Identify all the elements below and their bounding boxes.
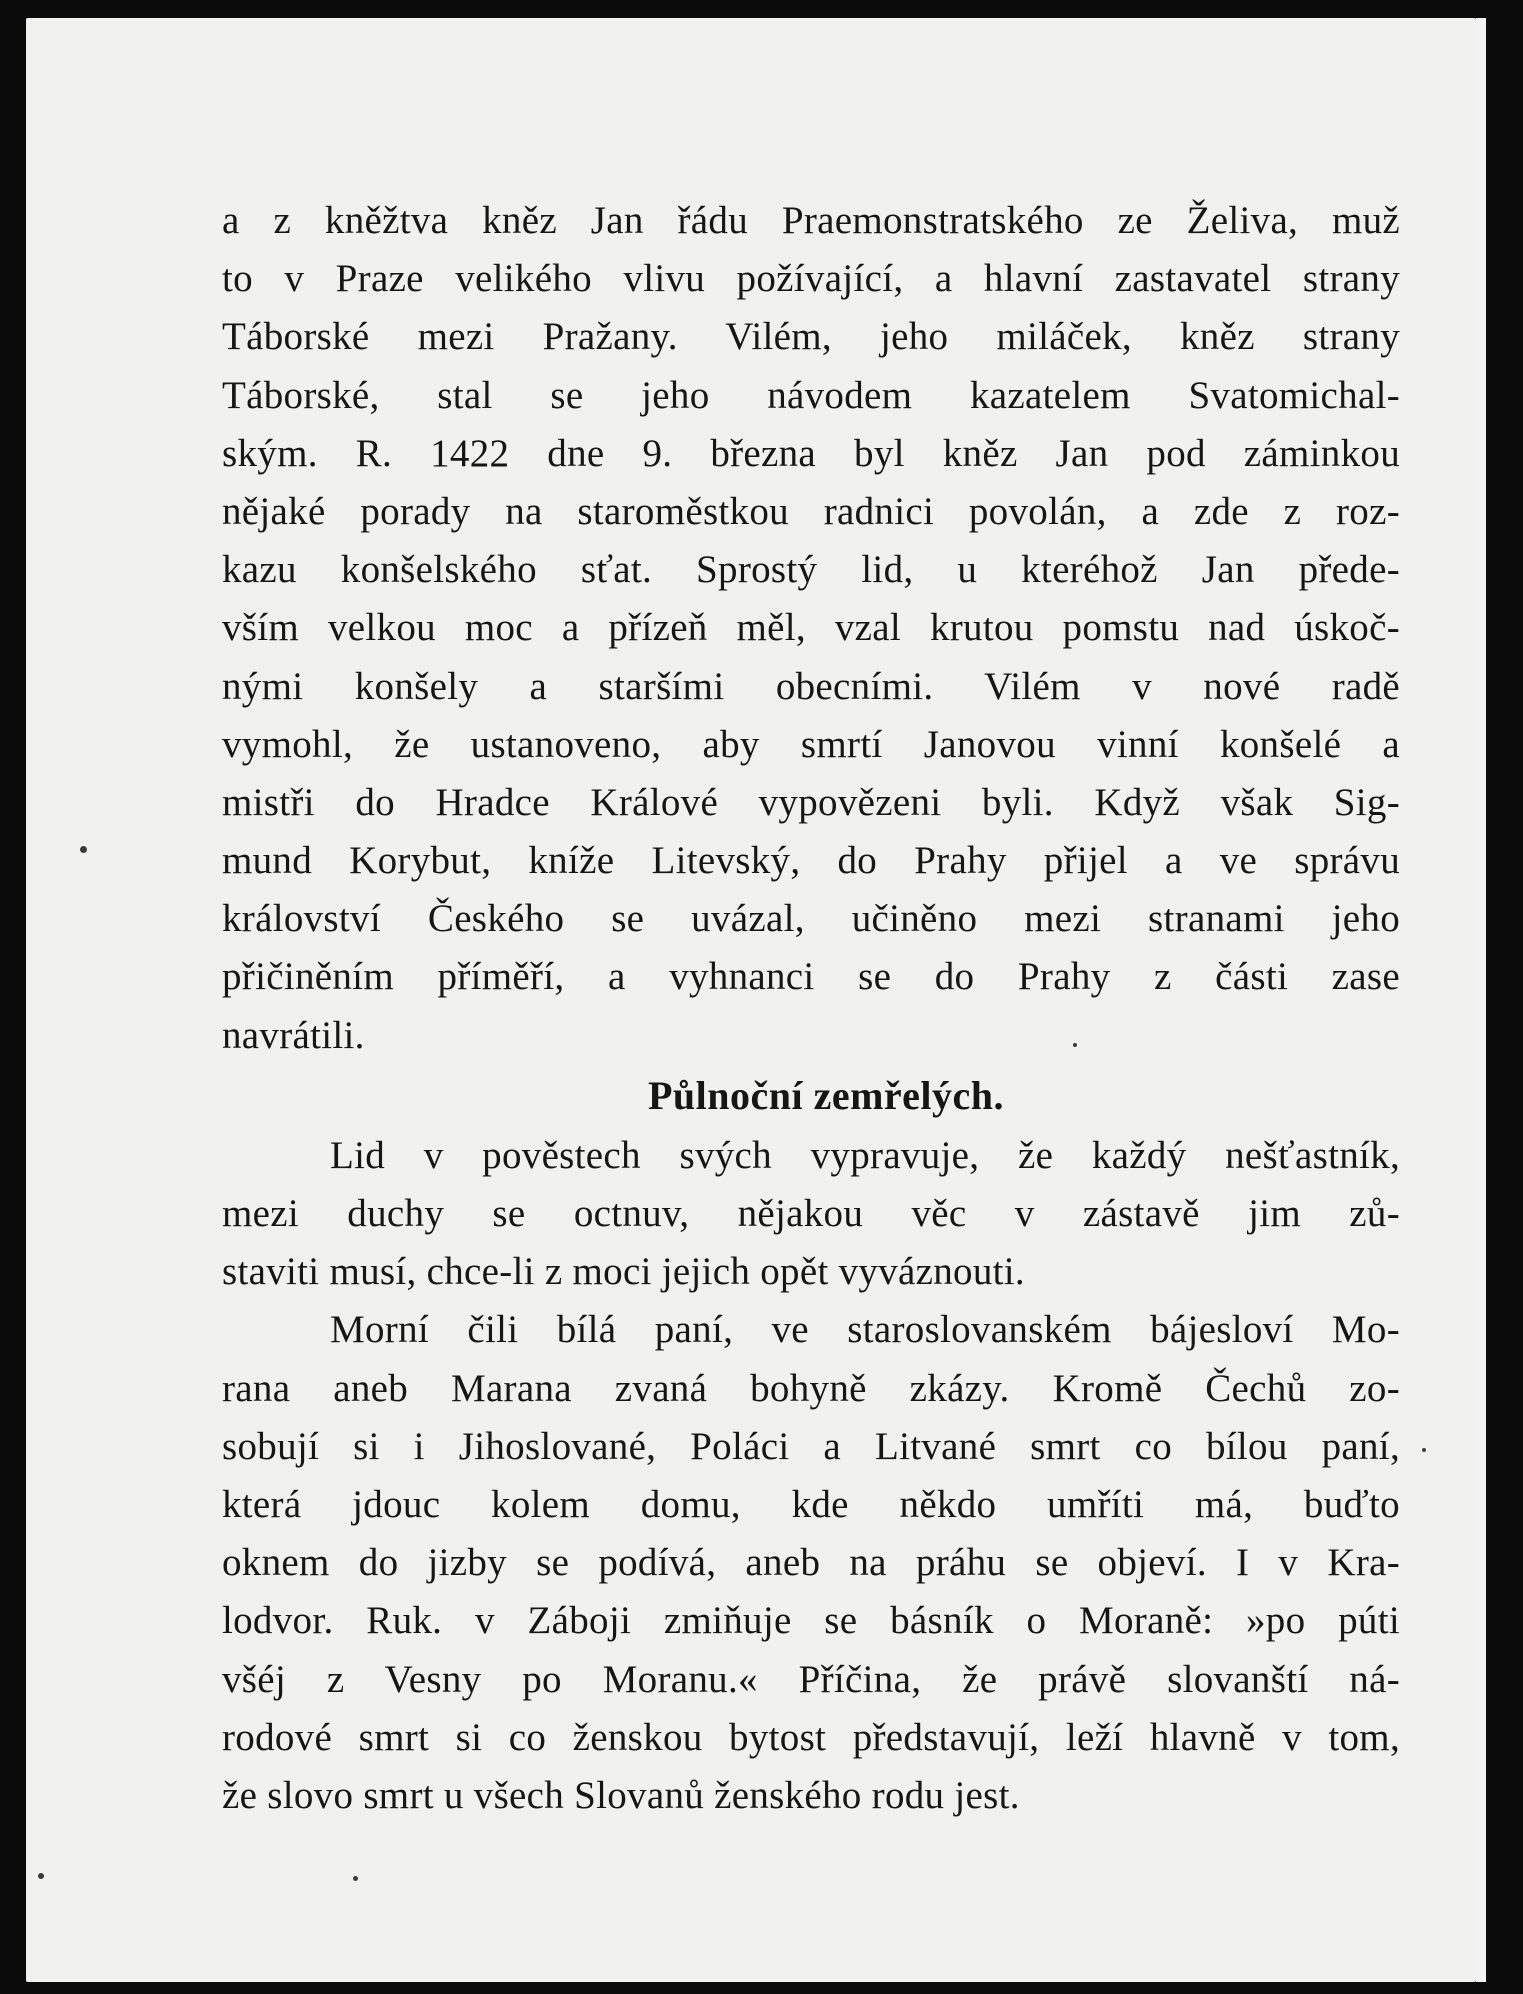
text-line: všéj z Vesny po Moranu.« Příčina, že právě slovanští ná- — [222, 1657, 1400, 1701]
text-line: rodové smrt si co ženskou bytost představují, leží hlavně v tom, — [222, 1715, 1400, 1759]
text-line: mezi duchy se octnuv, nějakou věc v zástavě jim zů- — [222, 1192, 1400, 1235]
text-line: mistři do Hradce Králové vypovězeni byli. Když však Sig- — [222, 780, 1400, 824]
section-heading: Půlnoční zemřelých. — [647, 1072, 1005, 1118]
text-line: Lid v pověstech svých vypravuje, že každý nešťastník, — [330, 1133, 1400, 1177]
scan-speck — [1422, 1448, 1426, 1452]
text-line: navrátili. — [222, 1013, 365, 1057]
page-text — [222, 192, 1400, 1825]
scan-speck — [38, 1873, 44, 1879]
text-line: to v Praze velikého vlivu požívající, a hlavní zastavatel strany — [222, 257, 1400, 301]
text-line: mund Korybut, kníže Litevský, do Prahy přijel a ve správu — [222, 839, 1400, 883]
text-line: která jdouc kolem domu, kde někdo umříti má, buďto — [222, 1482, 1400, 1526]
text-line: království Českého se uvázal, učiněno mezi stranami jeho — [222, 897, 1400, 941]
text-line: vším velkou moc a přízeň měl, vzal krutou pomstu nad úskoč- — [222, 606, 1400, 650]
paragraph-1 — [222, 192, 1400, 1065]
paragraph-3 — [222, 1301, 1400, 1825]
text-line: nějaké porady na staroměstkou radnici povolán, a zde z roz- — [222, 489, 1400, 533]
text-line: že slovo smrt u všech Slovanů ženského rodu jest. — [222, 1773, 1020, 1817]
text-line: přičiněním příměří, a vyhnanci se do Prahy z části zase — [222, 955, 1400, 999]
scan-speck — [80, 846, 87, 853]
text-line: vymohl, že ustanoveno, aby smrtí Janovou vinní konšelé a — [222, 722, 1400, 766]
page-edge-rule — [1476, 18, 1486, 1982]
text-line: kazu konšelského sťat. Sprostý lid, u kteréhož Jan přede- — [222, 548, 1400, 592]
text-line: Táborské mezi Pražany. Vilém, jeho miláček, kněz strany — [222, 315, 1400, 359]
text-line: a z kněžtva kněz Jan řádu Praemonstratského ze Želiva, muž — [222, 199, 1400, 242]
paragraph-2 — [222, 1127, 1400, 1302]
text-line: ským. R. 1422 dne 9. března byl kněz Jan pod záminkou — [222, 431, 1400, 475]
text-line: oknem do jizby se podívá, aneb na práhu se objeví. I v Kra- — [222, 1541, 1400, 1585]
text-line: rana aneb Marana zvaná bohyně zkázy. Kromě Čechů zo- — [222, 1366, 1400, 1410]
scan-speck — [353, 1876, 358, 1881]
text-line: lodvor. Ruk. v Záboji zmiňuje se básník o Moraně: »po púti — [222, 1599, 1400, 1643]
text-line: sobují si i Jihoslované, Poláci a Litvané smrt co bílou paní, — [222, 1424, 1400, 1468]
text-line: Morní čili bílá paní, ve staroslovanském bájesloví Mo- — [330, 1308, 1400, 1352]
text-line: Táborské, stal se jeho návodem kazatelem Svatomichal- — [222, 373, 1400, 417]
text-line: staviti musí, chce-li z moci jejich opět vyváznouti. — [222, 1250, 1025, 1294]
text-line: nými konšely a staršími obecními. Vilém v nové radě — [222, 664, 1400, 708]
